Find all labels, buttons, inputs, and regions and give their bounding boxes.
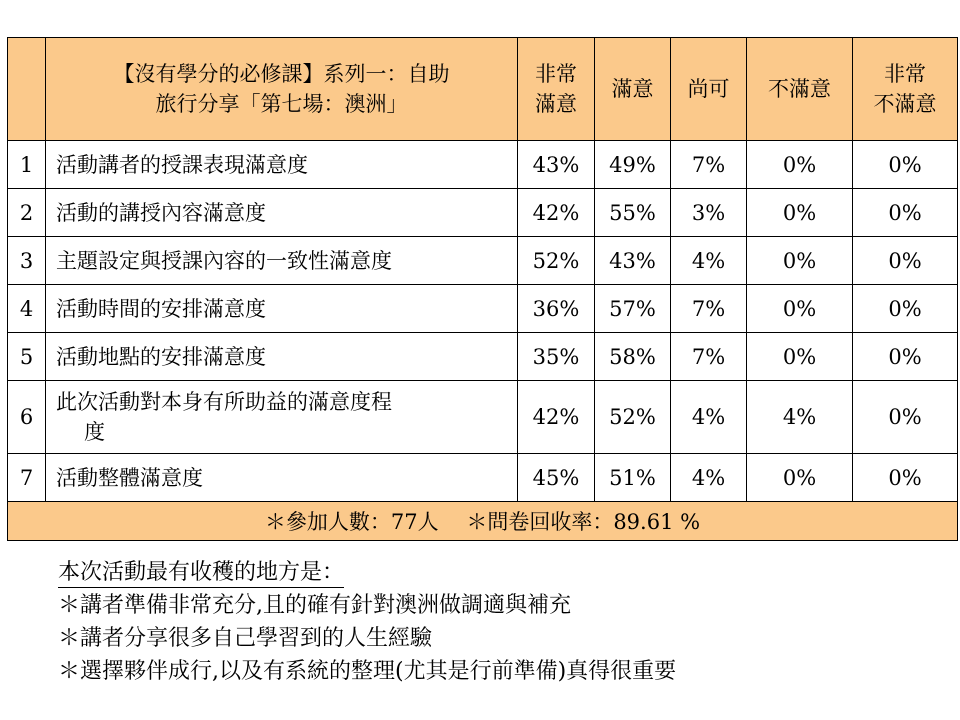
row-value: 4% xyxy=(671,454,747,502)
row-value: 4% xyxy=(747,381,853,454)
row-value: 7% xyxy=(671,285,747,333)
row-item: 活動時間的安排滿意度 xyxy=(46,285,518,333)
row-value: 42% xyxy=(518,381,595,454)
row-item-line1: 此次活動對本身有所助益的滿意度程 xyxy=(56,390,392,414)
header-very-dissatisfied-line1: 非常 xyxy=(884,62,926,86)
table-header-row xyxy=(8,38,958,141)
table-row xyxy=(8,381,958,454)
row-value: 3% xyxy=(671,189,747,237)
row-value: 0% xyxy=(747,189,853,237)
row-value: 0% xyxy=(853,381,958,454)
header-very-satisfied-line2: 滿意 xyxy=(535,92,577,116)
header-very-dissatisfied-line2: 不滿意 xyxy=(873,92,937,116)
header-very-satisfied xyxy=(518,38,595,141)
row-number: 7 xyxy=(8,454,46,502)
header-number-cell xyxy=(8,38,46,141)
row-value: 51% xyxy=(595,454,671,502)
row-number: 6 xyxy=(8,381,46,454)
header-title-cell xyxy=(46,38,518,141)
row-number: 1 xyxy=(8,141,46,189)
notes-item: ＊選擇夥伴成行,以及有系統的整理(尤其是行前準備)真得很重要 xyxy=(58,659,677,684)
row-number: 5 xyxy=(8,333,46,381)
row-value: 35% xyxy=(518,333,595,381)
row-value: 36% xyxy=(518,285,595,333)
row-value: 49% xyxy=(595,141,671,189)
row-value: 57% xyxy=(595,285,671,333)
header-very-satisfied-line1: 非常 xyxy=(535,62,577,86)
row-number: 3 xyxy=(8,237,46,285)
row-value: 52% xyxy=(595,381,671,454)
notes-title: 本次活動最有收穫的地方是： xyxy=(58,558,344,588)
row-value: 0% xyxy=(853,141,958,189)
row-item: 活動的講授內容滿意度 xyxy=(46,189,518,237)
table-row xyxy=(8,333,958,381)
row-value: 52% xyxy=(518,237,595,285)
row-value: 7% xyxy=(671,333,747,381)
row-item-line2: 度 xyxy=(84,420,105,444)
header-title-line2: 旅行分享「第七場：澳洲」 xyxy=(155,92,408,116)
row-item: 活動整體滿意度 xyxy=(46,454,518,502)
notes-item: ＊講者分享很多自己學習到的人生經驗 xyxy=(58,626,433,651)
row-number: 4 xyxy=(8,285,46,333)
notes-item: ＊講者準備非常充分,且的確有針對澳洲做調適與補充 xyxy=(58,593,571,618)
table-row xyxy=(8,189,958,237)
header-title-line1: 【沒有學分的必修課】系列一：自助 xyxy=(113,62,450,86)
row-number: 2 xyxy=(8,189,46,237)
row-value: 55% xyxy=(595,189,671,237)
table-footer-row xyxy=(8,502,958,541)
header-very-dissatisfied xyxy=(853,38,958,141)
header-satisfied: 滿意 xyxy=(595,38,671,141)
row-value: 0% xyxy=(747,237,853,285)
row-value: 43% xyxy=(518,141,595,189)
notes-section xyxy=(58,556,676,688)
row-item: 活動地點的安排滿意度 xyxy=(46,333,518,381)
row-item: 主題設定與授課內容的一致性滿意度 xyxy=(46,237,518,285)
row-value: 0% xyxy=(853,333,958,381)
survey-table xyxy=(7,37,958,541)
table-row xyxy=(8,285,958,333)
table-footer: ＊參加人數：77人 ＊問卷回收率：89.61 % xyxy=(8,502,958,541)
row-value: 42% xyxy=(518,189,595,237)
row-value: 4% xyxy=(671,237,747,285)
row-value: 0% xyxy=(853,189,958,237)
row-item xyxy=(46,381,518,454)
row-value: 0% xyxy=(853,454,958,502)
row-value: 0% xyxy=(747,141,853,189)
row-value: 58% xyxy=(595,333,671,381)
row-value: 0% xyxy=(747,333,853,381)
header-neutral: 尚可 xyxy=(671,38,747,141)
table-row xyxy=(8,237,958,285)
row-value: 0% xyxy=(853,285,958,333)
table-row xyxy=(8,141,958,189)
row-value: 7% xyxy=(671,141,747,189)
row-item: 活動講者的授課表現滿意度 xyxy=(46,141,518,189)
row-value: 43% xyxy=(595,237,671,285)
row-value: 0% xyxy=(747,454,853,502)
row-value: 0% xyxy=(853,237,958,285)
table-row xyxy=(8,454,958,502)
row-value: 0% xyxy=(747,285,853,333)
header-dissatisfied: 不滿意 xyxy=(747,38,853,141)
row-value: 45% xyxy=(518,454,595,502)
row-value: 4% xyxy=(671,381,747,454)
